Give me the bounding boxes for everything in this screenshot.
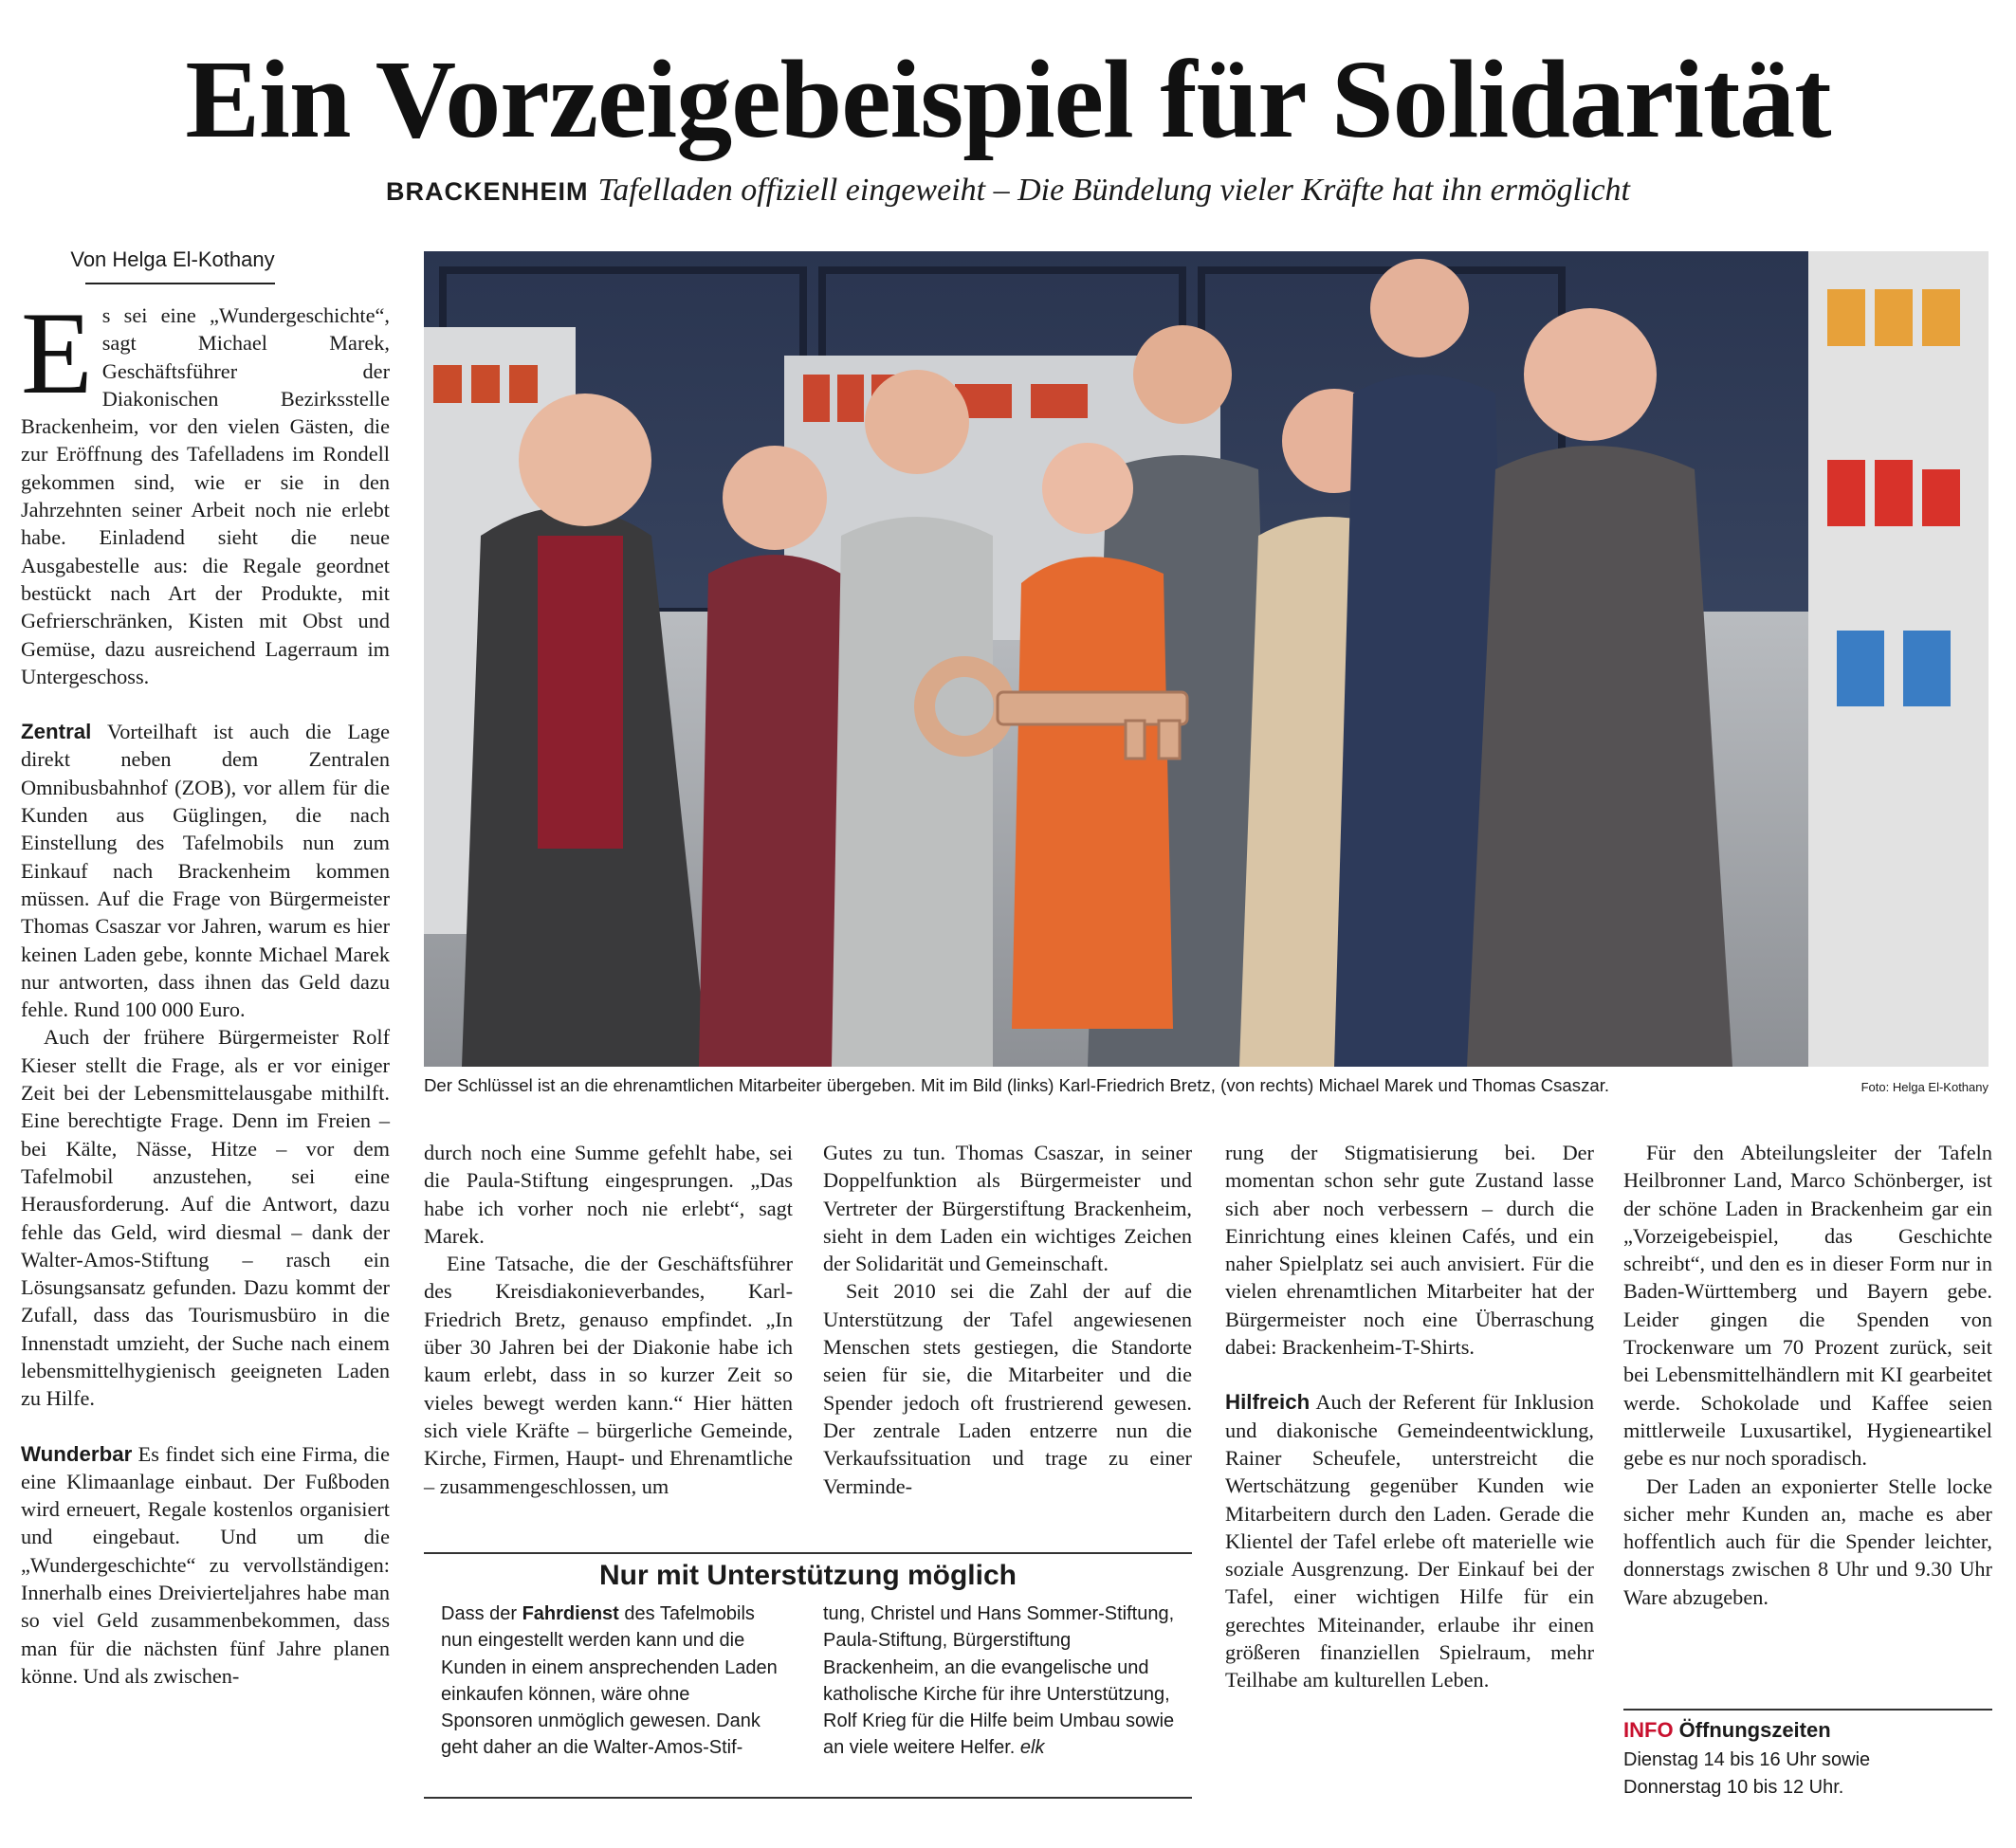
article-column-5 bbox=[1623, 1139, 1992, 1611]
box-signature: elk bbox=[1019, 1737, 1045, 1759]
paragraph: Seit 2010 sei die Zahl der auf die Unterstützung der Tafel angewiesenen Menschen stets gestiegen, die Standorte seien für sie, die Mitarbeiter und die Spender jedoch oft frustrierend gewesen. Der zentrale Laden entzerre nun die Verkaufssituation und trage zu einer Verminde- bbox=[823, 1279, 1192, 1498]
paragraph bbox=[1225, 1388, 1594, 1693]
headline: Ein Vorzeigebeispiel für Solidarität bbox=[185, 37, 1831, 161]
subhead-keyword: Wunderbar bbox=[21, 1441, 133, 1466]
box-bold: Fahrdienst bbox=[522, 1603, 619, 1624]
byline-rule bbox=[85, 283, 275, 284]
info-rule bbox=[1623, 1709, 1992, 1711]
article-column-4 bbox=[1225, 1139, 1594, 1694]
subheadline: Tafelladen offiziell eingeweiht – Die Bündelung vieler Kräfte hat ihn ermöglicht bbox=[597, 173, 1630, 208]
paragraph: Auch der frühere Bürgermeister Rolf Kieser stellt die Frage, als er vor einiger Zeit bei der Lebensmittelausgabe mithilft. Eine berechtigte Frage. Denn im Freien – bei Kälte, Nässe, Hitze – vor dem Tafelmobil anzustehen, sei eine Herausforderung. Auf die Antwort, dazu fehle das Geld, wird diesmal – dank der Walter-Amos-Stiftung – rasch ein Lösungsansatz gefunden. Dazu kommt der Zufall, dass das Tourismusbüro in die Innenstadt umzieht, der Suche nach einem lebensmittelhygienisch geeigneten Laden zu Hilfe. bbox=[21, 1025, 390, 1411]
article-column-3 bbox=[823, 1139, 1192, 1500]
info-title: Öffnungszeiten bbox=[1678, 1718, 1831, 1742]
paragraph: Gutes zu tun. Thomas Csaszar, in seiner Doppelfunktion als Bürgermeister und Vertreter der Bürgerstiftung Brackenheim, sieht in dem Laden ein wichtiges Zeichen der Solidarität und Gemeinschaft. bbox=[823, 1141, 1192, 1276]
box-column-1 bbox=[441, 1601, 782, 1762]
box-bottom-rule bbox=[424, 1797, 1192, 1799]
article-column-2 bbox=[424, 1139, 793, 1500]
info-heading bbox=[1623, 1718, 1992, 1743]
paragraph-text: Es findet sich eine Firma, die eine Klimaanlage einbaut. Der Fußboden wird erneuert, Regale kostenlos organisiert und eingebaut. Und um die „Wundergeschichte“ zu vervollständigen: Innerhalb eines Dreivierteljahres habe man so viel Geld zusammenbekommen, dass man für die nächsten fünf Jahre planen könne. Und als zwischen- bbox=[21, 1441, 390, 1688]
subheadline-line bbox=[0, 169, 2016, 212]
paragraph-text: s sei eine „Wundergeschichte“, sagt Michael Marek, Geschäftsführer der Diakonischen Bezirksstelle Brackenheim, vor den vielen Gästen, die zur Eröffnung des Tafelladens im Rondell gekommen sind, wie er sie in den Jahrzehnten seiner Arbeit noch nie erlebt habe. Einladend sieht die neue Ausgabestelle aus: die Regale geordnet bestückt nach Art der Produkte, mit Gefrierschränken, Kisten mit Obst und Gemüse, dazu ausreichend Lagerraum im Untergeschoss. bbox=[21, 303, 390, 688]
article-column-1 bbox=[21, 288, 391, 1690]
box-text: des Tafelmobils nun eingestellt werden kann und die Kunden in einem ansprechenden Laden einkaufen können, wäre ohne Sponsoren unmöglich gewesen. Dank geht daher an die Walter-Amos-Stif- bbox=[441, 1603, 778, 1759]
photo-caption bbox=[424, 1072, 1989, 1099]
byline: Von Helga El-Kothany bbox=[70, 247, 275, 271]
article-photo bbox=[424, 251, 1989, 1067]
subhead-keyword: Hilfreich bbox=[1225, 1390, 1310, 1415]
paragraph: Für den Abteilungsleiter der Tafeln Heilbronner Land, Marco Schönberger, ist der schöne Laden in Brackenheim gar ein „Vorzeigebeispiel, das Geschichte schreibt“, und den es in dieser Form nur in Baden-Württemberg und Bayern gebe. Leider gingen die Spenden von Trockenware um 70 Prozent zurück, seit bei Lebensmittelhändlern mit KI gearbeitet werde. Schokolade und Kaffee seien mittlerweile Luxusartikel, Hygieneartikel gebe es nur noch sporadisch. bbox=[1623, 1141, 1992, 1471]
info-tag: INFO bbox=[1623, 1718, 1674, 1742]
paragraph: rung der Stigmatisierung bei. Der momentan schon sehr gute Zustand lasse sich aber noch verbessern – durch die Einrichtung eines kleinen Cafés, und ein naher Spielplatz sei auch anvisiert. Für die vielen ehrenamtlichen Mitarbeiter hat der Bürgermeister noch eine Überraschung dabei: Brackenheim-T-Shirts. bbox=[1225, 1141, 1594, 1360]
paragraph bbox=[21, 718, 390, 1023]
box-top-rule bbox=[424, 1552, 1192, 1554]
drop-cap: E bbox=[21, 288, 93, 418]
paragraph: durch noch eine Summe gefehlt habe, sei die Paula-Stiftung eingesprungen. „Das habe ich vorher noch nie erlebt“, sagt Marek. bbox=[424, 1141, 793, 1248]
paragraph bbox=[21, 1440, 390, 1691]
paragraph: Der Laden an exponierter Stelle locke sicher mehr Kunden an, mache es aber hoffentlich auch für die Spender leichter, donnerstags zwischen 8 Uhr und 9.30 Uhr Ware abzugeben. bbox=[1623, 1473, 1992, 1609]
photo-illustration bbox=[424, 251, 1989, 1067]
info-text: Dienstag 14 bis 16 Uhr sowie Donnerstag 10 bis 12 Uhr. bbox=[1623, 1749, 1871, 1798]
photo-credit: Foto: Helga El-Kothany bbox=[1860, 1080, 1989, 1094]
box-column-2 bbox=[823, 1601, 1183, 1762]
paragraph: Eine Tatsache, die der Geschäftsführer des Kreisdiakonieverbandes, Karl-Friedrich Bretz, genauso empfindet. „In über 30 Jahren bei der Diakonie habe ich kaum erlebt, dass in so kurzer Zeit so vieles bewegt werden kann.“ Hier hätten sich viele Kräfte – bürgerliche Gemeinde, Kirche, Firmen, Haupt- und Ehrenamtliche – zusammengeschlossen, um bbox=[424, 1252, 793, 1498]
paragraph bbox=[21, 288, 390, 690]
caption-text: Der Schlüssel ist an die ehrenamtlichen Mitarbeiter übergeben. Mit im Bild (links) Karl-Friedrich Bretz, (von rechts) Michael Marek und Thomas Csaszar. bbox=[424, 1075, 1610, 1095]
box-title: Nur mit Unterstützung möglich bbox=[599, 1560, 1017, 1591]
box-lead: Dass der bbox=[441, 1603, 518, 1624]
subhead-keyword: Zentral bbox=[21, 720, 92, 744]
paragraph-text: Vorteilhaft ist auch die Lage direkt neben dem Zentralen Omnibusbahnhof (ZOB), vor allem für die Kunden aus Güglingen, die nach Einstellung des Tafelmobils nun zum Einkauf nach Brackenheim kommen müssen. Auf die Frage von Bürgermeister Thomas Csaszar vor Jahren, warum es hier keinen Laden gebe, konnte Michael Marek nur antworten, dass ihnen das Geld dazu fehle. Rund 100 000 Euro. bbox=[21, 720, 391, 1022]
dateline: BRACKENHEIM bbox=[386, 177, 589, 206]
paragraph-text: Auch der Referent für Inklusion und diakonische Gemeindeentwicklung, Rainer Scheufele, unterstreicht die Wertschätzung gegenüber Kunden wie Mitarbeitern durch den Laden. Gerade die Klientel der Tafel erlebe oft materielle wie soziale Ausgrenzung. Der Einkauf bei der Tafel, einer wichtigen Hilfe für ein gerechtes Miteinander, erlaube ihr einen größeren finanziellen Spielraum, mehr Teilhabe am kulturellen Leben. bbox=[1225, 1390, 1594, 1692]
box-text: tung, Christel und Hans Sommer-Stiftung, Paula-Stiftung, Bürgerstiftung Brackenheim, an die evangelische und katholische Kirche für ihre Unterstützung, Rolf Krieg für die Hilfe beim Umbau sowie an viele weitere Helfer. bbox=[823, 1603, 1175, 1759]
